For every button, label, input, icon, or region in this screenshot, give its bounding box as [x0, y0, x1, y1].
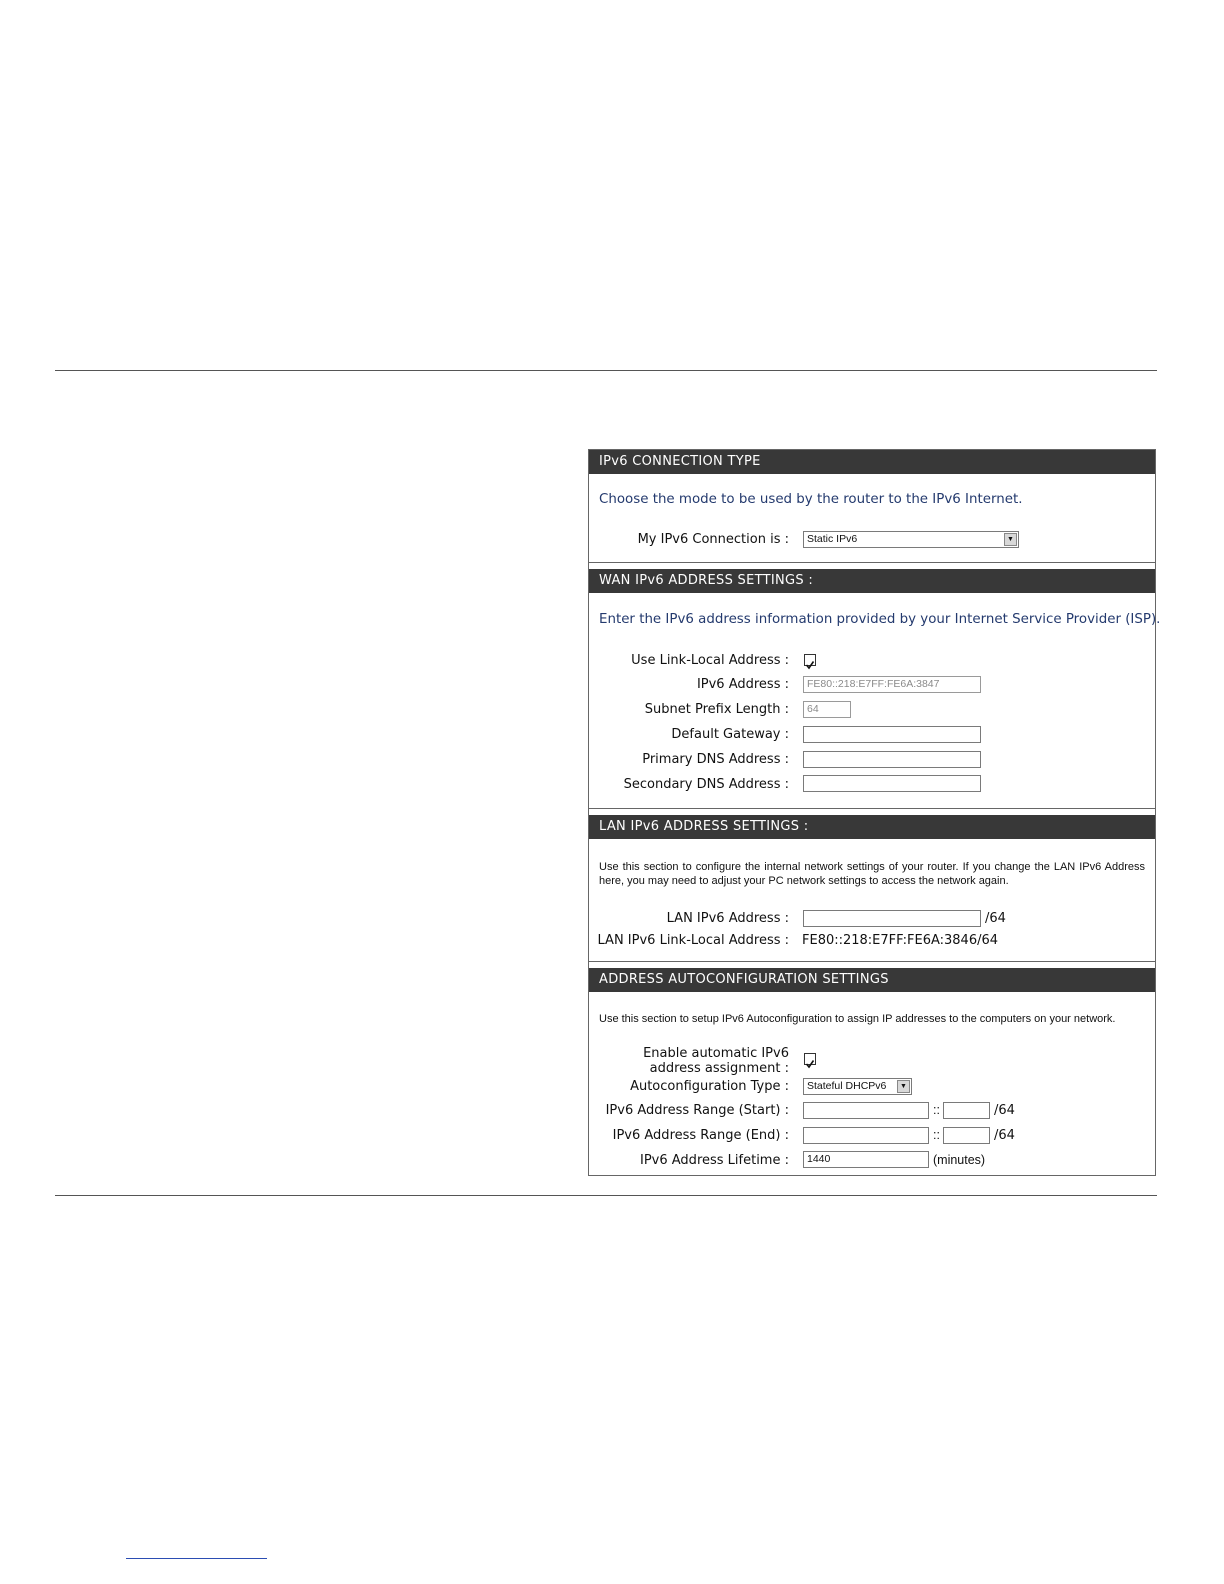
chevron-down-icon[interactable]: ▼ [897, 1080, 910, 1093]
ipv6-address-label: IPv6 Address : [696, 677, 789, 692]
ipv6-settings-panel [588, 449, 1161, 1176]
lan-description: Use this section to configure the internal network settings of your router. If you change the LAN IPv6 Address here, you may need to adjust your PC network settings to access the network again. [599, 861, 1145, 887]
section-divider [589, 961, 1155, 962]
lan-prefix-suffix: /64 [985, 911, 1006, 926]
primary-dns-label: Primary DNS Address : [642, 752, 789, 767]
footer-link-underline [126, 1558, 267, 1559]
checkmark-icon [805, 1059, 815, 1069]
subnet-prefix-input[interactable]: 64 [803, 701, 851, 718]
range-end-prefix-input[interactable] [803, 1127, 929, 1144]
secondary-dns-input[interactable] [803, 775, 981, 792]
range-end-label: IPv6 Address Range (End) : [612, 1128, 789, 1143]
address-lifetime-input[interactable]: 1440 [803, 1151, 929, 1168]
range-start-separator: :: [933, 1103, 940, 1117]
lan-link-local-label: LAN IPv6 Link-Local Address : [597, 933, 789, 948]
range-start-suffix: /64 [994, 1103, 1015, 1118]
range-start-label: IPv6 Address Range (Start) : [605, 1103, 789, 1118]
enable-autoconfig-label [643, 1046, 789, 1076]
connection-type-value: Static IPv6 [807, 533, 858, 545]
range-end-suffix: /64 [994, 1128, 1015, 1143]
autoconfig-type-value: Stateful DHCPv6 [807, 1080, 887, 1092]
use-link-local-checkbox[interactable] [804, 654, 816, 666]
connection-type-select[interactable] [803, 531, 1019, 548]
range-end-separator: :: [933, 1128, 940, 1142]
lan-ipv6-settings-header: LAN IPv6 ADDRESS SETTINGS : [589, 815, 1155, 839]
autoconfig-type-label: Autoconfiguration Type : [630, 1079, 789, 1094]
default-gateway-input[interactable] [803, 726, 981, 743]
lan-ipv6-address-input[interactable] [803, 910, 981, 927]
use-link-local-label: Use Link-Local Address : [631, 653, 789, 668]
primary-dns-input[interactable] [803, 751, 981, 768]
wan-ipv6-settings-header: WAN IPv6 ADDRESS SETTINGS : [589, 569, 1155, 593]
top-divider [55, 370, 1157, 371]
address-lifetime-label: IPv6 Address Lifetime : [640, 1153, 789, 1168]
connection-description: Choose the mode to be used by the router to the IPv6 Internet. [599, 492, 1023, 507]
chevron-down-icon[interactable]: ▼ [1004, 533, 1017, 546]
autoconfig-type-select[interactable] [803, 1078, 912, 1095]
range-start-prefix-input[interactable] [803, 1102, 929, 1119]
section-divider [589, 562, 1155, 563]
bottom-divider [55, 1195, 1157, 1196]
range-start-host-input[interactable] [943, 1102, 990, 1119]
address-lifetime-unit: (minutes) [933, 1153, 986, 1167]
autoconfig-description: Use this section to setup IPv6 Autoconfiguration to assign IP addresses to the computers on your network. [599, 1013, 1116, 1025]
checkmark-icon [805, 660, 815, 670]
subnet-prefix-label: Subnet Prefix Length : [644, 702, 789, 717]
enable-autoconfig-label-line2: address assignment : [649, 1061, 789, 1076]
lan-ipv6-address-label: LAN IPv6 Address : [666, 911, 789, 926]
wan-description: Enter the IPv6 address information provided by your Internet Service Provider (ISP). [599, 612, 1161, 627]
lan-link-local-value: FE80::218:E7FF:FE6A:3846/64 [802, 933, 999, 948]
ipv6-address-input[interactable]: FE80::218:E7FF:FE6A:3847 [803, 676, 981, 693]
section-divider [589, 808, 1155, 809]
default-gateway-label: Default Gateway : [671, 727, 789, 742]
connection-type-label: My IPv6 Connection is : [637, 532, 789, 547]
ipv6-connection-type-header: IPv6 CONNECTION TYPE [589, 450, 1155, 474]
autoconfig-settings-header: ADDRESS AUTOCONFIGURATION SETTINGS [589, 968, 1155, 992]
enable-autoconfig-label-line1: Enable automatic IPv6 [643, 1046, 789, 1061]
enable-autoconfig-checkbox[interactable] [804, 1053, 816, 1065]
range-end-host-input[interactable] [943, 1127, 990, 1144]
secondary-dns-label: Secondary DNS Address : [623, 777, 789, 792]
